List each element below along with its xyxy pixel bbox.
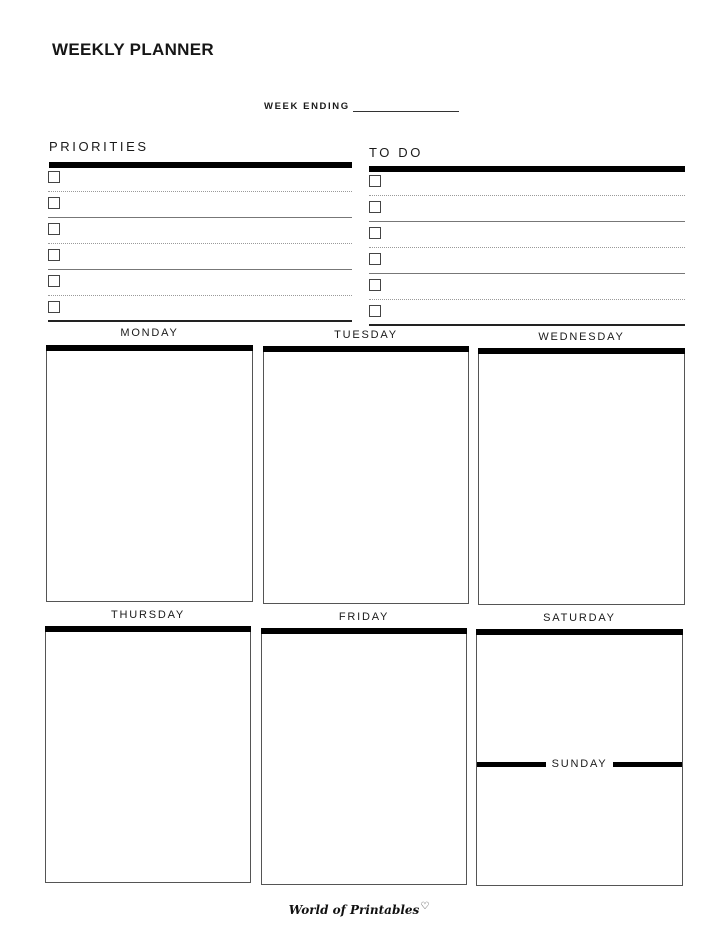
checkbox-icon[interactable] bbox=[48, 275, 60, 287]
friday-notes-area[interactable] bbox=[261, 634, 467, 885]
sunday-divider bbox=[477, 758, 682, 770]
day-label-monday: MONDAY bbox=[120, 327, 179, 339]
todo-item[interactable] bbox=[369, 248, 685, 274]
priorities-list bbox=[48, 166, 352, 322]
todo-item[interactable] bbox=[369, 196, 685, 222]
todo-item[interactable] bbox=[369, 170, 685, 196]
thursday-notes-area[interactable] bbox=[45, 632, 251, 883]
week-ending-field bbox=[264, 101, 459, 112]
heart-icon: ♡ bbox=[420, 901, 430, 912]
checkbox-icon[interactable] bbox=[369, 201, 381, 213]
brand-logo-text: World of Printables bbox=[288, 903, 420, 917]
day-card-thursday bbox=[45, 608, 251, 883]
checkbox-icon[interactable] bbox=[369, 175, 381, 187]
priority-item[interactable] bbox=[48, 244, 352, 270]
checkbox-icon[interactable] bbox=[369, 279, 381, 291]
priorities-heading: PRIORITIES bbox=[49, 139, 149, 154]
day-label-friday: FRIDAY bbox=[338, 611, 390, 623]
checkbox-icon[interactable] bbox=[369, 253, 381, 265]
priority-item[interactable] bbox=[48, 166, 352, 192]
priority-item[interactable] bbox=[48, 192, 352, 218]
week-ending-input-line[interactable] bbox=[353, 103, 459, 112]
todo-item[interactable] bbox=[369, 300, 685, 326]
week-ending-label: WEEK ENDING bbox=[264, 101, 350, 112]
priority-item[interactable] bbox=[48, 296, 352, 322]
checkbox-icon[interactable] bbox=[369, 305, 381, 317]
todo-item[interactable] bbox=[369, 274, 685, 300]
todo-list bbox=[369, 170, 685, 326]
sunday-divider-bar-right bbox=[613, 762, 682, 767]
monday-notes-area[interactable] bbox=[46, 351, 253, 602]
day-label-wednesday: WEDNESDAY bbox=[538, 331, 625, 343]
checkbox-icon[interactable] bbox=[48, 171, 60, 183]
todo-heading: TO DO bbox=[369, 145, 423, 160]
checkbox-icon[interactable] bbox=[48, 249, 60, 261]
checkbox-icon[interactable] bbox=[48, 197, 60, 209]
day-card-saturday-sunday bbox=[476, 611, 683, 886]
day-card-wednesday bbox=[478, 328, 685, 605]
priority-item[interactable] bbox=[48, 270, 352, 296]
day-label-sunday: SUNDAY bbox=[546, 758, 614, 770]
todo-item[interactable] bbox=[369, 222, 685, 248]
priority-item[interactable] bbox=[48, 218, 352, 244]
day-card-monday bbox=[46, 326, 253, 602]
sunday-divider-bar-left bbox=[477, 762, 546, 767]
checkbox-icon[interactable] bbox=[48, 223, 60, 235]
day-label-thursday: THURSDAY bbox=[110, 609, 186, 621]
wednesday-notes-area[interactable] bbox=[478, 354, 685, 605]
footer-brand bbox=[0, 901, 718, 917]
tuesday-notes-area[interactable] bbox=[263, 352, 469, 604]
checkbox-icon[interactable] bbox=[48, 301, 60, 313]
day-label-tuesday: TUESDAY bbox=[334, 329, 398, 341]
day-card-tuesday bbox=[263, 327, 469, 604]
page-title: WEEKLY PLANNER bbox=[52, 40, 214, 59]
checkbox-icon[interactable] bbox=[369, 227, 381, 239]
day-label-saturday: SATURDAY bbox=[543, 612, 616, 624]
day-card-friday bbox=[261, 610, 467, 885]
